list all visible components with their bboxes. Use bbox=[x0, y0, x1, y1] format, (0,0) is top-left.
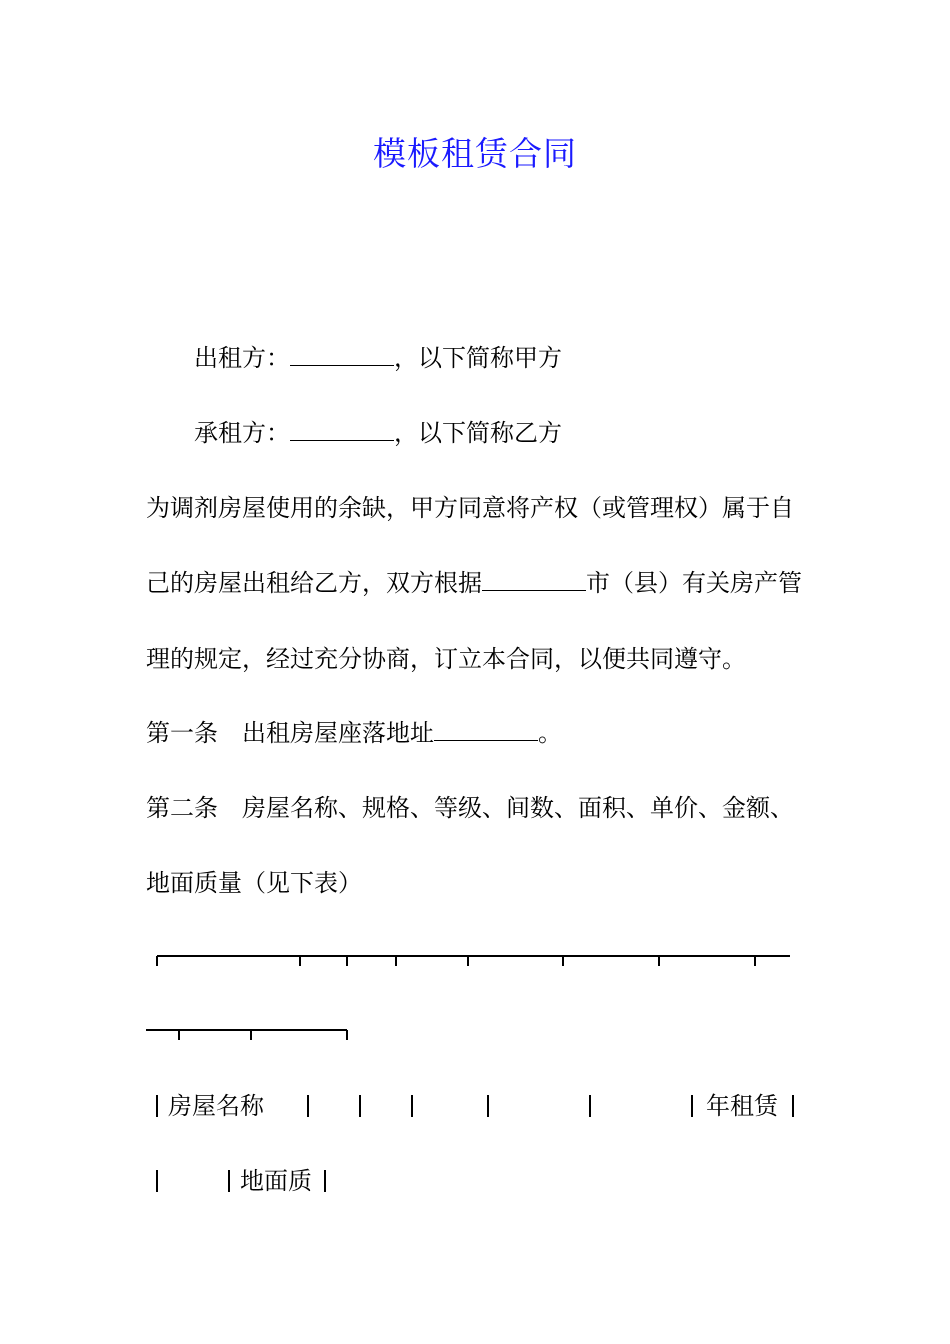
article-2-text: 房屋名称、规格、等级、间数、面积、单价、金额、 bbox=[242, 794, 794, 822]
preamble-line-1: 为调剂房屋使用的余缺，甲方同意将产权（或管理权）属于自 bbox=[146, 494, 794, 522]
article-2-head: 第二条 bbox=[146, 794, 218, 822]
lessee-label: 承租方： bbox=[194, 419, 290, 447]
preamble-line-2-a: 己的房屋出租给乙方，双方根据 bbox=[146, 569, 482, 597]
lessee-tail: ，以下简称乙方 bbox=[394, 419, 562, 447]
table-cell-floor-quality: 地面质 bbox=[240, 1167, 312, 1195]
table-cell-annual-rent: 年租赁 bbox=[706, 1092, 778, 1120]
preamble-line-3: 理的规定，经过充分协商，订立本合同，以便共同遵守。 bbox=[146, 645, 746, 673]
table-cell-house-name: 房屋名称 bbox=[168, 1092, 264, 1120]
article-1-end: 。 bbox=[538, 719, 562, 747]
article-1-head: 第一条 bbox=[146, 719, 218, 747]
lessor-tail: ，以下简称甲方 bbox=[394, 344, 562, 372]
lessor-label: 出租方： bbox=[194, 344, 290, 372]
article-2-cont: 地面质量（见下表） bbox=[146, 869, 362, 897]
article-1-text: 出租房屋座落地址 bbox=[242, 719, 434, 747]
document-title: 模板租赁合同 bbox=[373, 134, 577, 173]
preamble-line-2-b: 市（县）有关房产管 bbox=[586, 569, 802, 597]
